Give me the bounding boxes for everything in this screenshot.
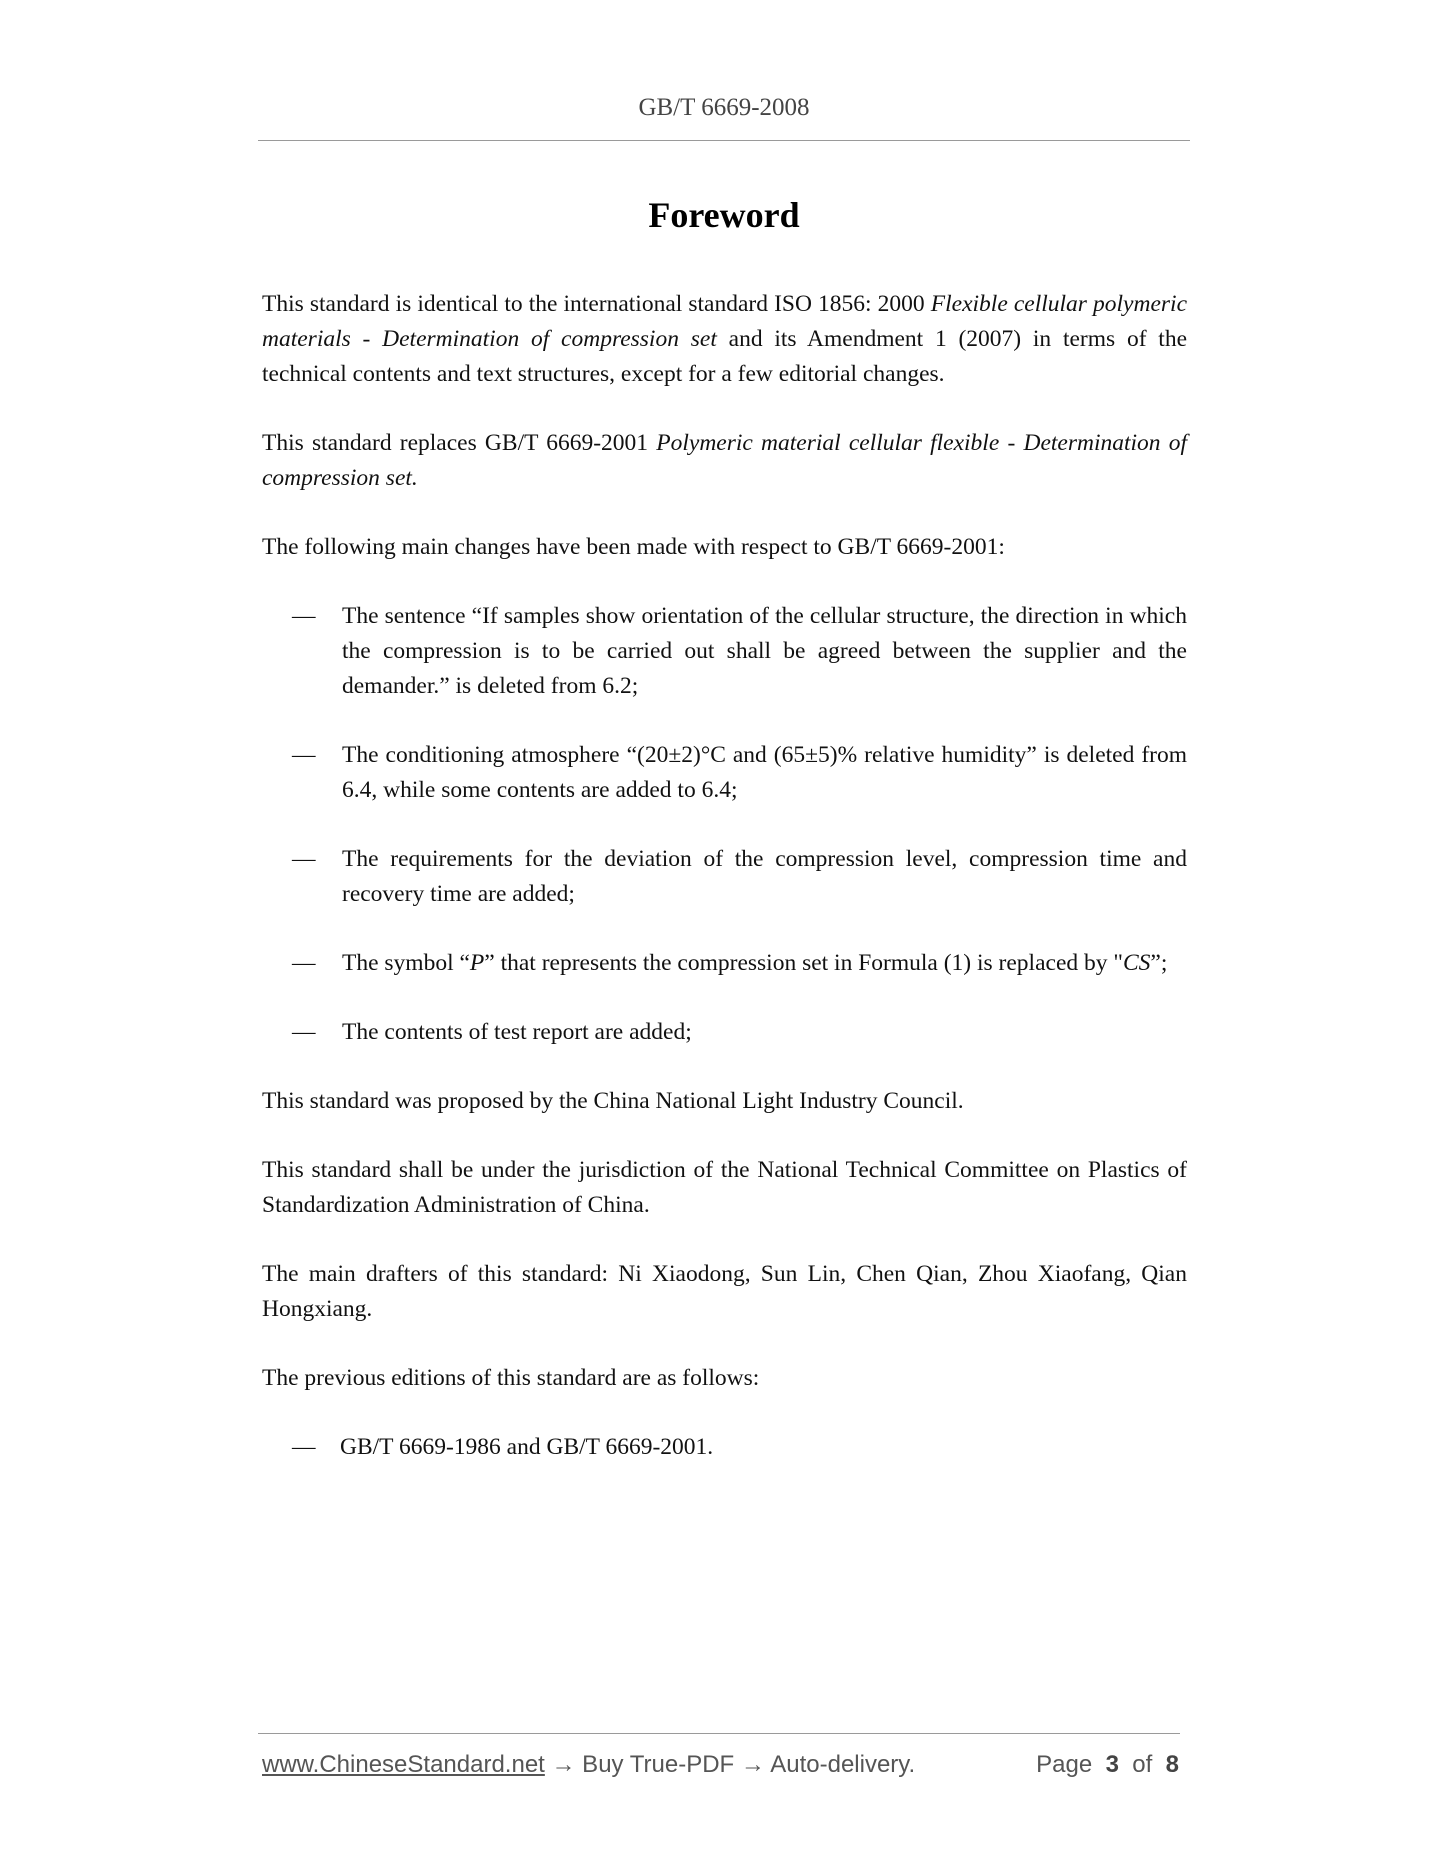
list-item-text-part: ”; — [1150, 950, 1168, 976]
paragraph-identical — [262, 287, 1187, 392]
iso-title: Flexible cellular polymeric materials - Determination of compression set — [262, 291, 1187, 352]
list-item-text: The requirements for the deviation of the compression level, compression time and recovery time are added; — [342, 846, 1187, 907]
page-total: 8 — [1165, 1751, 1179, 1778]
paragraph-proposed: This standard was proposed by the China National Light Industry Council. — [262, 1088, 964, 1114]
list-item-text-part: ” that represents the compression set in Formula (1) is replaced by " — [484, 950, 1123, 976]
page-current: 3 — [1105, 1751, 1119, 1778]
page-number — [1036, 1751, 1179, 1779]
paragraph-changes-intro: The following main changes have been made with respect to GB/T 6669-2001: — [262, 534, 1005, 560]
of-label: of — [1132, 1751, 1153, 1778]
symbol-cs: CS — [1122, 950, 1151, 976]
paragraph-replaces — [262, 426, 1187, 496]
header-divider — [258, 140, 1190, 141]
page-title: Foreword — [648, 195, 800, 235]
bullet-dash: — — [292, 1019, 316, 1045]
list-item-text: The contents of test report are added; — [342, 1019, 692, 1045]
list-item-text — [342, 950, 1167, 976]
paragraph-jurisdiction: This standard shall be under the jurisdiction of the National Technical Committee on Plastics of Standardization Administration of China. — [262, 1157, 1187, 1218]
list-item-text-part: The symbol “ — [342, 950, 470, 976]
list-item-text: The sentence “If samples show orientation of the cellular structure, the direction in which the compression is to be carried out shall be agreed between the supplier and the demander.” is deleted from 6.2; — [342, 603, 1187, 699]
bullet-dash: — — [292, 846, 316, 872]
paragraph-text: This standard is identical to the international standard ISO 1856: 2000 — [262, 291, 931, 317]
paragraph-text: This standard replaces GB/T 6669-2001 — [262, 430, 657, 456]
paragraph-text: and its Amendment 1 (2007) in terms of the technical contents and text structures, except for a few editorial changes. — [262, 326, 1188, 387]
footer-tagline: → Buy True-PDF → Auto-delivery. — [544, 1751, 916, 1778]
list-item — [262, 599, 1187, 704]
list-item — [262, 946, 1187, 981]
list-item-text: GB/T 6669-1986 and GB/T 6669-2001. — [340, 1434, 714, 1460]
list-item-text: The conditioning atmosphere “(20±2)°C and (65±5)% relative humidity” is deleted from 6.4, while some contents are added to 6.4; — [342, 742, 1187, 803]
bullet-dash: — — [292, 1434, 316, 1460]
page-label: Page — [1036, 1751, 1093, 1778]
list-item — [262, 1430, 1187, 1465]
list-item — [262, 1015, 1187, 1050]
body-text — [262, 287, 1187, 1499]
symbol-p: P — [469, 950, 485, 976]
running-header: GB/T 6669-2008 — [638, 94, 810, 121]
bullet-dash: — — [292, 742, 316, 768]
bullet-dash: — — [292, 950, 316, 976]
list-item — [262, 738, 1187, 808]
paragraph-previous-editions: The previous editions of this standard are as follows: — [262, 1365, 760, 1391]
list-item — [262, 842, 1187, 912]
footer-divider — [258, 1733, 1180, 1734]
page-footer — [262, 1751, 1182, 1779]
website-link[interactable]: www.ChineseStandard.net — [262, 1751, 545, 1778]
replaced-standard-title: Polymeric material cellular flexible - Determination of compression set. — [262, 430, 1188, 491]
bullet-dash: — — [292, 603, 316, 629]
paragraph-drafters: The main drafters of this standard: Ni Xiaodong, Sun Lin, Chen Qian, Zhou Xiaofang, Qian Hongxiang. — [262, 1261, 1187, 1322]
